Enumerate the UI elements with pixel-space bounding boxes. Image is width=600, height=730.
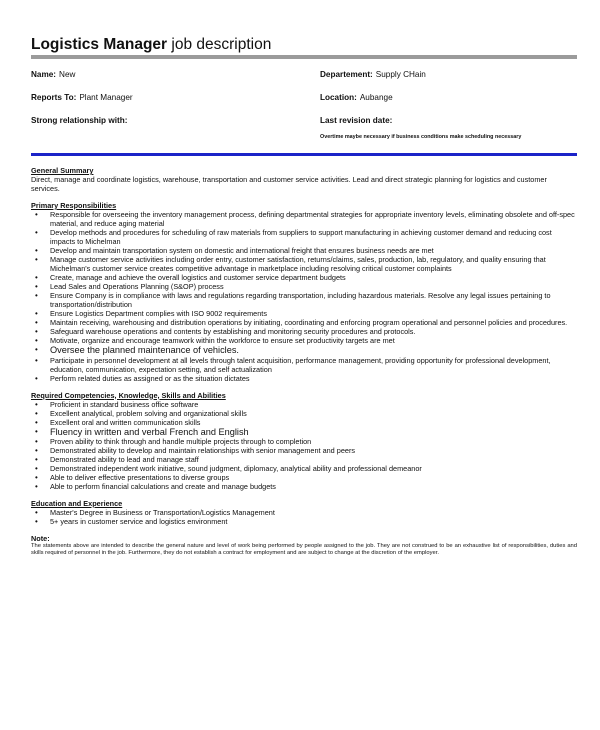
list-item: • Proven ability to think through and handle multiple projects through to completion bbox=[31, 437, 577, 446]
overtime-note: Overtime maybe necessary if business conditions make scheduling necessary bbox=[320, 134, 522, 140]
reports-to-field bbox=[31, 93, 133, 102]
responsibilities-list bbox=[31, 210, 577, 383]
list-item: • Excellent oral and written communication skills bbox=[31, 418, 577, 427]
title-divider bbox=[31, 55, 577, 59]
title-rest-part: job description bbox=[167, 36, 272, 53]
name-field bbox=[31, 70, 75, 79]
responsibilities-heading: Primary Responsibilities bbox=[31, 201, 117, 210]
location-label: Location: bbox=[320, 93, 357, 102]
list-item: • Demonstrated ability to lead and manage staff bbox=[31, 455, 577, 464]
list-item: • Safeguard warehouse operations and contents by establishing and monitoring security procedures and protocols. bbox=[31, 327, 577, 336]
name-label: Name: bbox=[31, 70, 57, 79]
list-item: • 5+ years in customer service and logistics environment bbox=[31, 517, 577, 526]
relationship-field bbox=[31, 116, 127, 125]
list-item: • Develop and maintain transportation system on domestic and international freight that ensures business needs are met bbox=[31, 246, 577, 255]
name-value: New bbox=[59, 70, 76, 79]
document-body bbox=[31, 166, 577, 557]
list-item: • Demonstrated independent work initiative, sound judgment, diplomacy, analytical ability and professional demeanor bbox=[31, 464, 577, 473]
list-item: • Perform related duties as assigned or as the situation dictates bbox=[31, 374, 577, 383]
note-heading: Note: bbox=[31, 534, 50, 543]
list-item: • Fluency in written and verbal French and English bbox=[31, 427, 577, 438]
list-item: • Motivate, organize and encourage teamwork within the workforce to ensure set productivity targets are met bbox=[31, 336, 577, 345]
list-item: • Ensure Company is in compliance with laws and regulations regarding transportation, including hazardous materials. Resolve any legal issues pertaining to transportation/distribution bbox=[31, 291, 577, 309]
list-item: • Able to deliver effective presentations to diverse groups bbox=[31, 473, 577, 482]
reports-to-label: Reports To: bbox=[31, 93, 77, 102]
list-item: • Maintain receiving, warehousing and distribution operations by initiating, coordinating and enforcing program operational and personnel policies and procedures. bbox=[31, 318, 577, 327]
relationship-label: Strong relationship with: bbox=[31, 116, 128, 125]
department-label: Departement: bbox=[320, 70, 373, 79]
list-item: • Create, manage and achieve the overall logistics and customer service department budgets bbox=[31, 273, 577, 282]
list-item: • Oversee the planned maintenance of vehicles. bbox=[31, 345, 577, 356]
list-item: • Able to perform financial calculations and create and manage budgets bbox=[31, 482, 577, 491]
note-text: The statements above are intended to describe the general nature and level of work being performed by people assigned to the job. They are not construed to be an exhaustive list of responsibilities, duties and skills required of personnel in the job. Furthermore, they do not establish a contract for employment and are subject to change at the discretion of the employer. bbox=[31, 543, 577, 557]
competencies-list bbox=[31, 400, 577, 492]
location-value: Aubange bbox=[359, 93, 393, 102]
revision-date-label: Last revision date: bbox=[320, 116, 393, 125]
list-item: • Excellent analytical, problem solving and organizational skills bbox=[31, 409, 577, 418]
list-item: • Master's Degree in Business or Transportation/Logistics Management bbox=[31, 508, 577, 517]
reports-to-value: Plant Manager bbox=[79, 93, 133, 102]
list-item: • Responsible for overseeing the inventory management process, defining departmental strategies for appropriate inventory levels, eliminating obsolete and off-spec material, and reduce aging material bbox=[31, 210, 577, 228]
education-heading: Education and Experience bbox=[31, 499, 123, 508]
list-item: • Ensure Logistics Department complies with ISO 9002 requirements bbox=[31, 309, 577, 318]
department-value: Supply CHain bbox=[375, 70, 426, 79]
document-title bbox=[31, 36, 271, 54]
general-summary-text: Direct, manage and coordinate logistics, warehouse, transportation and customer service activities. Lead and direct strategic planning for logistics and customer services. bbox=[31, 175, 547, 193]
list-item: • Lead Sales and Operations Planning (S&OP) process bbox=[31, 282, 577, 291]
revision-date-field bbox=[320, 116, 392, 125]
location-field bbox=[320, 93, 393, 102]
list-item: • Develop methods and procedures for scheduling of raw materials from suppliers to support manufacturing in achieving customer demand and reducing cost impacts to Michelman bbox=[31, 228, 577, 246]
department-field bbox=[320, 70, 426, 79]
competencies-heading: Required Competencies, Knowledge, Skills and Abilities bbox=[31, 390, 226, 400]
header-divider bbox=[31, 153, 577, 156]
title-bold-part: Logistics Manager bbox=[31, 36, 168, 53]
list-item: • Participate in personnel development at all levels through talent acquisition, performance management, providing opportunity for professional development, education, communication, expectation setting, and self actualization bbox=[31, 356, 577, 374]
list-item: • Proficient in standard business office software bbox=[31, 400, 577, 409]
list-item: • Demonstrated ability to develop and maintain relationships with senior management and peers bbox=[31, 446, 577, 455]
education-list bbox=[31, 508, 577, 526]
general-summary-heading: General Summary bbox=[31, 166, 94, 175]
list-item: • Manage customer service activities including order entry, customer satisfaction, returns/claims, sales, production, lab, regulatory, and quality ensuring that Michelman's customer service creates competitive advantage in marketplace including resolving critical customer complaints bbox=[31, 255, 577, 273]
